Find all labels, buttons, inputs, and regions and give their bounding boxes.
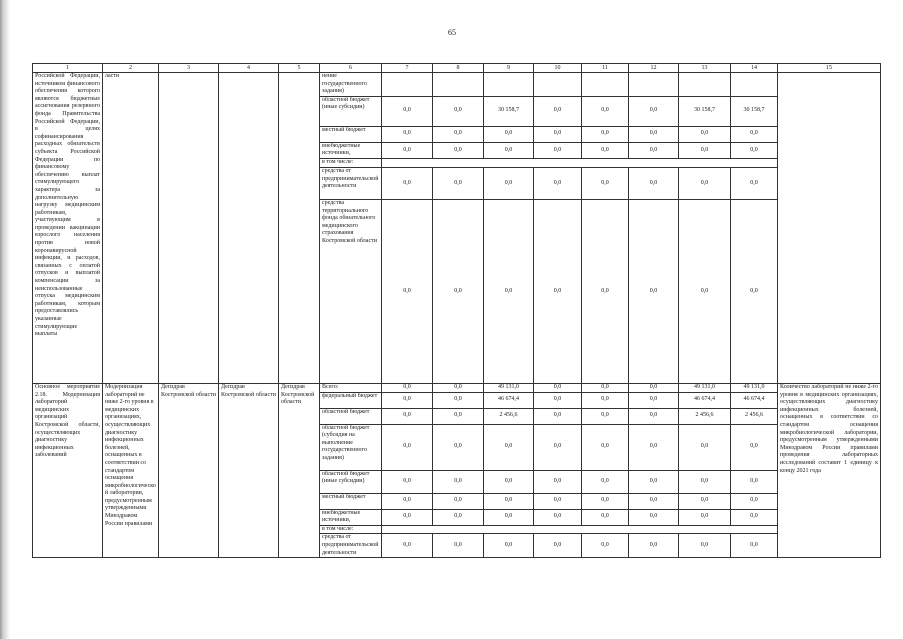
value-cell (582, 73, 629, 97)
event-result: Модернизация лабораторий не ниже 2-го уровня в медицинских организациях, осуществляющих диагностику инфекционных болезней, оснащенных в соответствии со стандартом оснащения микробиологической лаборатории, предусмотренным утвержденными Минздравом России правилами (103, 383, 159, 557)
col-header: 6 (320, 64, 382, 73)
funding-source: внебюджетные источники, (320, 142, 382, 158)
value-cell: 0,0 (484, 424, 534, 470)
value-cell: 0,0 (382, 199, 433, 383)
value-cell: 0,0 (382, 470, 433, 493)
value-cell: 30 158,7 (731, 96, 778, 126)
customer (219, 73, 279, 384)
table-row (33, 383, 881, 392)
value-cell: 0,0 (679, 509, 731, 525)
col-header: 7 (382, 64, 433, 73)
value-cell: 0,0 (731, 534, 778, 558)
value-cell: 0,0 (433, 392, 484, 408)
value-cell: 30 158,7 (484, 96, 534, 126)
value-cell: 0,0 (534, 96, 582, 126)
value-cell: 0,0 (382, 126, 433, 142)
col-header: 15 (778, 64, 881, 73)
value-cell: 0,0 (679, 142, 731, 158)
funding-source: областной бюджет (субсидия на выполнение государственного задания) (320, 424, 382, 470)
col-header: 3 (159, 64, 219, 73)
value-cell: 0,0 (534, 509, 582, 525)
funding-source: в том числе: (320, 525, 382, 534)
value-cell: 0,0 (534, 126, 582, 142)
col-header: 2 (103, 64, 159, 73)
value-cell: 0,0 (433, 509, 484, 525)
col-header: 14 (731, 64, 778, 73)
value-cell (629, 73, 679, 97)
value-cell: 0,0 (629, 509, 679, 525)
value-cell: 0,0 (484, 199, 534, 383)
value-cell: 0,0 (679, 126, 731, 142)
col-header: 5 (279, 64, 320, 73)
table-row (33, 73, 881, 97)
funding-source: нение государственного задания) (320, 73, 382, 97)
value-cell (382, 158, 778, 167)
funding-source: в том числе: (320, 158, 382, 167)
event-description: Основное мероприятие 2.18. Модернизация лабораторий медицинских организаций Костромской области, осуществляющих диагностику инфекционных заболеваний (33, 383, 103, 557)
executor (159, 73, 219, 384)
col-header: 13 (679, 64, 731, 73)
value-cell: 0,0 (629, 96, 679, 126)
value-cell: 0,0 (534, 199, 582, 383)
value-cell: 0,0 (731, 470, 778, 493)
value-cell: 0,0 (534, 534, 582, 558)
col-header: 10 (534, 64, 582, 73)
value-cell: 0,0 (629, 470, 679, 493)
value-cell: 0,0 (382, 96, 433, 126)
value-cell: 0,0 (484, 493, 534, 509)
value-cell: 0,0 (582, 470, 629, 493)
target-indicator (778, 73, 881, 384)
value-cell: 0,0 (582, 424, 629, 470)
funding-source: местный бюджет (320, 493, 382, 509)
funding-source: областной бюджет (320, 408, 382, 424)
customer: Депздрав Костромской области (219, 383, 279, 557)
funding-source: федеральный бюджет (320, 392, 382, 408)
value-cell: 0,0 (433, 199, 484, 383)
col-header: 1 (33, 64, 103, 73)
value-cell: 46 674,4 (679, 392, 731, 408)
value-cell (382, 73, 433, 97)
value-cell: 0,0 (382, 142, 433, 158)
value-cell: 0,0 (484, 534, 534, 558)
value-cell: 0,0 (534, 392, 582, 408)
value-cell: 0,0 (731, 142, 778, 158)
funding-source: областной бюджет (иные субсидии) (320, 470, 382, 493)
value-cell: 0,0 (679, 167, 731, 199)
value-cell: 0,0 (582, 96, 629, 126)
value-cell: 0,0 (433, 408, 484, 424)
col-header: 9 (484, 64, 534, 73)
value-cell (382, 525, 778, 534)
value-cell: 0,0 (629, 142, 679, 158)
value-cell: 0,0 (629, 424, 679, 470)
recipient (279, 73, 320, 384)
value-cell: 0,0 (433, 126, 484, 142)
value-cell: 0,0 (433, 96, 484, 126)
value-cell: 0,0 (534, 383, 582, 392)
value-cell: 0,0 (433, 493, 484, 509)
value-cell: 0,0 (629, 392, 679, 408)
funding-source: внебюджетные источники, (320, 509, 382, 525)
value-cell: 46 674,4 (731, 392, 778, 408)
value-cell: 0,0 (534, 408, 582, 424)
value-cell: 0,0 (629, 493, 679, 509)
value-cell: 0,0 (679, 424, 731, 470)
scan-shadow-edge (0, 0, 10, 639)
value-cell: 0,0 (382, 408, 433, 424)
value-cell: 0,0 (382, 383, 433, 392)
value-cell: 49 131,0 (484, 383, 534, 392)
value-cell: 2 456,6 (731, 408, 778, 424)
value-cell: 0,0 (629, 167, 679, 199)
funding-source: средства территориального фонда обязательного медицинского страхования Костромской области (320, 199, 382, 383)
program-table (32, 63, 881, 558)
value-cell: 0,0 (433, 142, 484, 158)
col-header: 11 (582, 64, 629, 73)
value-cell: 0,0 (382, 167, 433, 199)
value-cell: 0,0 (679, 493, 731, 509)
value-cell: 0,0 (534, 424, 582, 470)
value-cell: 0,0 (582, 509, 629, 525)
value-cell (679, 73, 731, 97)
executor: Депздрав Костромской области (159, 383, 219, 557)
value-cell: 0,0 (382, 424, 433, 470)
value-cell (484, 73, 534, 97)
value-cell: 0,0 (382, 534, 433, 558)
value-cell: 0,0 (433, 383, 484, 392)
value-cell: 0,0 (679, 534, 731, 558)
value-cell: 0,0 (534, 470, 582, 493)
value-cell: 0,0 (382, 392, 433, 408)
value-cell: 0,0 (484, 509, 534, 525)
value-cell: 0,0 (382, 493, 433, 509)
value-cell (731, 73, 778, 97)
value-cell: 0,0 (484, 470, 534, 493)
value-cell: 0,0 (731, 126, 778, 142)
col-header: 4 (219, 64, 279, 73)
value-cell: 0,0 (582, 126, 629, 142)
value-cell: 0,0 (433, 424, 484, 470)
recipient: Депздрав Костромской области (279, 383, 320, 557)
value-cell: 49 131,0 (679, 383, 731, 392)
value-cell: 0,0 (582, 408, 629, 424)
funding-source: средства от предпринимательской деятельности (320, 167, 382, 199)
col-header: 8 (433, 64, 484, 73)
value-cell: 0,0 (679, 470, 731, 493)
value-cell: 2 456,6 (679, 408, 731, 424)
value-cell: 0,0 (433, 167, 484, 199)
value-cell (433, 73, 484, 97)
funding-source: Всего: (320, 383, 382, 392)
value-cell: 2 456,6 (484, 408, 534, 424)
value-cell: 0,0 (582, 199, 629, 383)
header-row (33, 64, 881, 73)
value-cell: 0,0 (731, 199, 778, 383)
value-cell: 0,0 (731, 167, 778, 199)
value-cell: 30 158,7 (679, 96, 731, 126)
value-cell: 0,0 (582, 167, 629, 199)
value-cell: 0,0 (484, 142, 534, 158)
event-result: ласти (103, 73, 159, 384)
value-cell: 46 674,4 (484, 392, 534, 408)
value-cell: 0,0 (629, 383, 679, 392)
value-cell: 0,0 (382, 509, 433, 525)
value-cell: 0,0 (534, 493, 582, 509)
target-indicator: Количество лабораторий не ниже 2-го уровня в медицинских организациях, осуществляющих диагностику инфекционных болезней, оснащенных в соответствии со стандартом оснащения микробиологической лаборатории, предусмотренным утвержденными Минздравом России правилами проведения лабораторных исследований составит 1 единицу к концу 2021 года (778, 383, 881, 557)
page-number: 65 (448, 28, 456, 37)
value-cell: 0,0 (582, 392, 629, 408)
value-cell: 0,0 (731, 509, 778, 525)
value-cell: 0,0 (582, 534, 629, 558)
value-cell (534, 73, 582, 97)
value-cell: 0,0 (629, 408, 679, 424)
value-cell: 0,0 (582, 142, 629, 158)
value-cell: 0,0 (433, 470, 484, 493)
value-cell: 0,0 (679, 199, 731, 383)
value-cell: 0,0 (629, 126, 679, 142)
value-cell: 0,0 (731, 424, 778, 470)
col-header: 12 (629, 64, 679, 73)
event-description: Российской Федерации, источником финансового обеспечения которого являются бюджетные ассигнования резервного фонда Правительства Российской Федерации, в целях софинансирования расходных обязательств субъекта Российской Федерации по финансовому обеспечению выплат стимулирующего характера за дополнительную нагрузку медицинским работникам, участвующим в проведении вакцинации взрослого населения против новой коронавирусной инфекции, и расходов, связанных с оплатой отпусков и выплатой компенсации за неиспользованные отпуска медицинским работникам, которым предоставлялись указанные стимулирующие выплаты (33, 73, 103, 384)
value-cell: 0,0 (433, 534, 484, 558)
value-cell: 0,0 (582, 493, 629, 509)
value-cell: 0,0 (534, 142, 582, 158)
value-cell: 0,0 (629, 199, 679, 383)
value-cell: 0,0 (484, 126, 534, 142)
funding-source: местный бюджет (320, 126, 382, 142)
value-cell: 49 131,0 (731, 383, 778, 392)
funding-source: областной бюджет (иные субсидии) (320, 96, 382, 126)
value-cell: 0,0 (534, 167, 582, 199)
value-cell: 0,0 (629, 534, 679, 558)
value-cell: 0,0 (484, 167, 534, 199)
funding-source: средства от предпринимательской деятельности (320, 534, 382, 558)
value-cell: 0,0 (731, 493, 778, 509)
value-cell: 0,0 (582, 383, 629, 392)
